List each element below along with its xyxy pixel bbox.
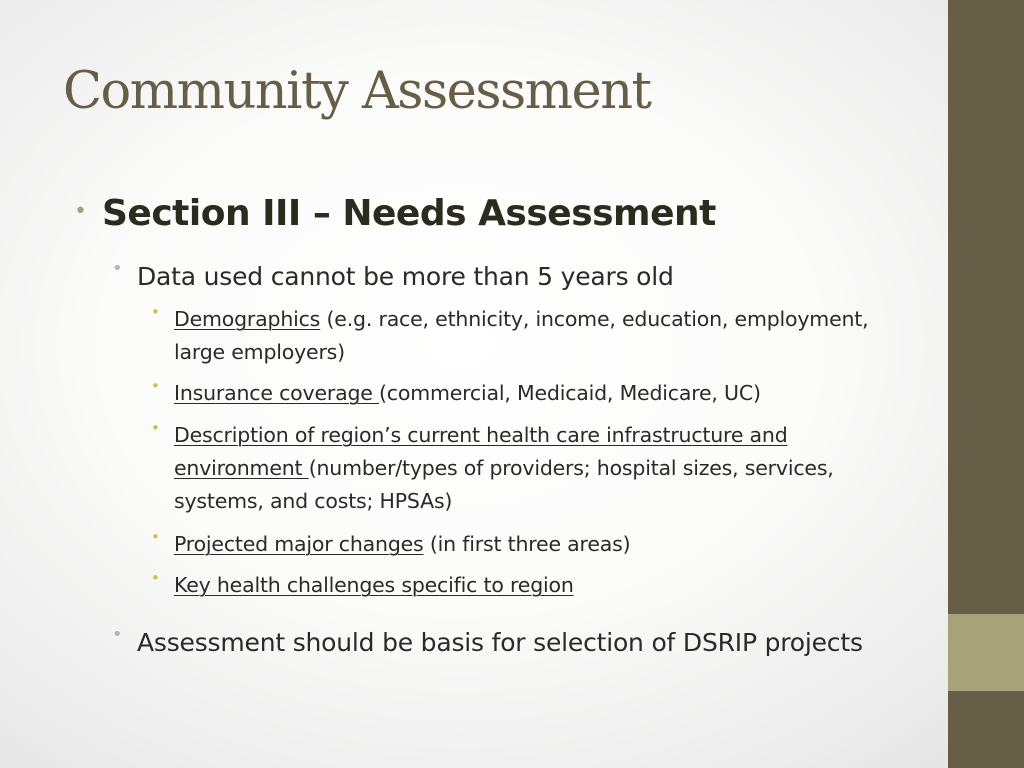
decorative-sidebar	[948, 0, 1024, 768]
bullet-level2-icon: •	[112, 258, 123, 279]
detail-label: Projected major changes	[174, 532, 424, 556]
detail-item-projected-changes	[151, 528, 884, 561]
detail-label: Demographics	[174, 307, 321, 331]
bullet-level3-icon: •	[151, 419, 160, 437]
section-heading-item	[74, 190, 716, 238]
detail-label: Insurance coverage	[174, 381, 379, 405]
subpoint-item	[112, 622, 877, 663]
detail-label: Description of region’s current health care infrastructure and environment	[174, 423, 788, 480]
detail-text	[174, 377, 884, 410]
subpoint-item	[112, 256, 877, 297]
subpoint-text: Data used cannot be more than 5 years old	[137, 262, 674, 291]
detail-text	[174, 569, 884, 602]
detail-description: (e.g. race, ethnicity, income, education, employment, large employers)	[174, 307, 869, 364]
detail-text	[174, 528, 884, 561]
detail-item-infrastructure	[151, 419, 884, 518]
detail-description: (number/types of providers; hospital sizes, services, systems, and costs; HPSAs)	[174, 456, 834, 513]
detail-item-health-challenges	[151, 569, 884, 602]
bullet-level3-icon: •	[151, 377, 160, 395]
sidebar-accent-band	[948, 614, 1024, 691]
detail-item-insurance	[151, 377, 884, 410]
bullet-level3-icon: •	[151, 569, 160, 587]
bullet-level2-icon: •	[112, 624, 123, 645]
detail-description: (in first three areas)	[423, 532, 631, 556]
slide-title: Community Assessment	[63, 62, 651, 121]
detail-label: Key health challenges specific to region	[174, 573, 574, 597]
bullet-level1-icon: •	[74, 199, 87, 224]
detail-text	[174, 419, 884, 518]
subpoint-text: Assessment should be basis for selection of DSRIP projects	[137, 628, 863, 657]
section-heading: Section III – Needs Assessment	[102, 193, 716, 234]
bullet-level3-icon: •	[151, 528, 160, 546]
detail-description: (commercial, Medicaid, Medicare, UC)	[378, 381, 761, 405]
detail-text	[174, 303, 884, 369]
bullet-level3-icon: •	[151, 303, 160, 321]
detail-item-demographics	[151, 303, 884, 369]
